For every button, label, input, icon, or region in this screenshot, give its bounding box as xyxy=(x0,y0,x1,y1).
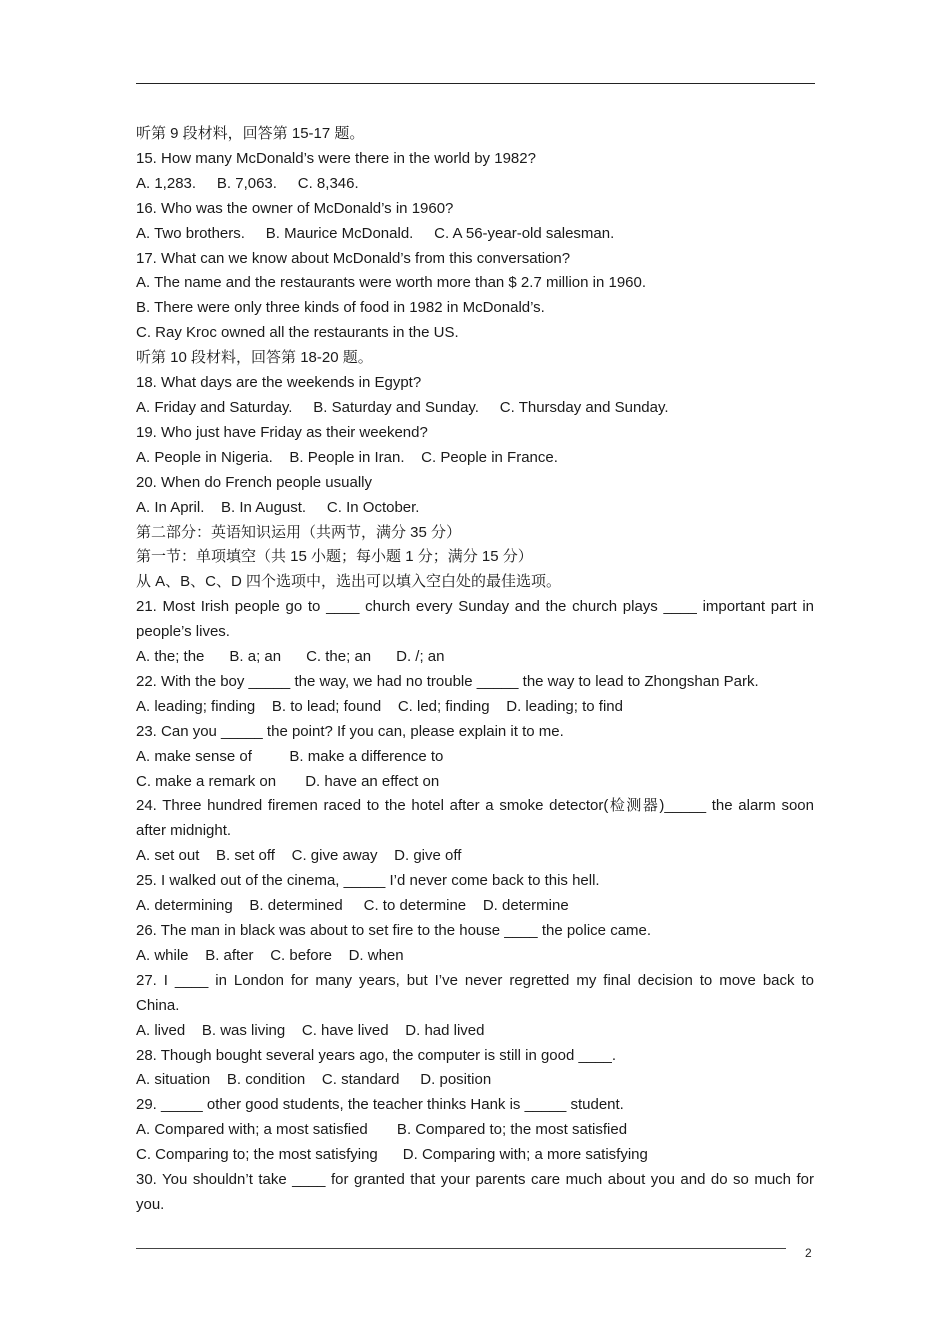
page-body xyxy=(136,122,814,1218)
question-17-option-b: B. There were only three kinds of food in 1982 in McDonald’s. xyxy=(136,299,545,317)
question-15: 15. How many McDonald’s were there in the world by 1982? xyxy=(136,149,536,167)
question-29-options-cd: C. Comparing to; the most satisfying D. Comparing with; a more satisfying xyxy=(136,1146,648,1164)
question-16: 16. Who was the owner of McDonald’s in 1960? xyxy=(136,199,454,217)
question-17-option-a: A. The name and the restaurants were worth more than $ 2.7 million in 1960. xyxy=(136,274,647,292)
question-29-options-ab: A. Compared with; a most satisfied B. Compared to; the most satisfied xyxy=(136,1121,628,1139)
question-21: 21. Most Irish people go to ____ church every Sunday and the church plays ____ important part in xyxy=(136,598,814,616)
footer-rule xyxy=(136,1248,786,1249)
question-25-options: A. determining B. determined C. to determine D. determine xyxy=(136,897,569,915)
question-24-continued: after midnight. xyxy=(136,822,232,840)
section-heading-material-9: 听第 9 段材料，回答第 15-17 题。 xyxy=(136,125,365,142)
question-26: 26. The man in black was about to set fire to the house ____ the police came. xyxy=(136,922,652,939)
section-one-heading: 第一节：单项填空（共 15 小题；每小题 1 分；满分 15 分） xyxy=(136,548,533,566)
question-20: 20. When do French people usually xyxy=(136,473,372,491)
question-21-options: A. the; the B. a; an C. the; an D. /; an xyxy=(136,648,445,666)
question-29: 29. _____ other good students, the teacher thinks Hank is _____ student. xyxy=(136,1096,624,1114)
question-16-options: A. Two brothers. B. Maurice McDonald. C. A 56-year-old salesman. xyxy=(136,224,615,242)
question-23: 23. Can you _____ the point? If you can, please explain it to me. xyxy=(136,722,564,740)
question-27-options: A. lived B. was living C. have lived D. had lived xyxy=(136,1021,485,1039)
question-25: 25. I walked out of the cinema, _____ I’d never come back to this hell. xyxy=(136,872,600,890)
question-19: 19. Who just have Friday as their weekend? xyxy=(136,423,428,441)
question-19-options: A. People in Nigeria. B. People in Iran. C. People in France. xyxy=(136,448,558,466)
question-28-options: A. situation B. condition C. standard D. position xyxy=(136,1071,492,1089)
question-30-continued: you. xyxy=(136,1195,165,1213)
question-23-options-ab: A. make sense of B. make a difference to xyxy=(136,747,444,765)
question-21-continued: people’s lives. xyxy=(136,623,230,641)
question-24-options: A. set out B. set off C. give away D. give off xyxy=(136,847,462,865)
question-27-continued: China. xyxy=(136,996,180,1014)
section-heading-material-10: 听第 10 段材料，回答第 18-20 题。 xyxy=(136,349,373,367)
question-22-options: A. leading; finding B. to lead; found C. led; finding D. leading; to find xyxy=(136,697,623,715)
question-15-options: A. 1,283. B. 7,063. C. 8,346. xyxy=(136,174,359,192)
question-27: 27. I ____ in London for many years, but I’ve never regretted my final decision to move back to xyxy=(136,971,814,989)
question-18-options: A. Friday and Saturday. B. Saturday and Sunday. C. Thursday and Sunday. xyxy=(136,398,669,416)
question-20-options: A. In April. B. In August. C. In October. xyxy=(136,498,420,516)
question-23-options-cd: C. make a remark on D. have an effect on xyxy=(136,772,440,790)
question-26-options: A. while B. after C. before D. when xyxy=(136,946,404,964)
question-18: 18. What days are the weekends in Egypt? xyxy=(136,374,422,392)
question-22: 22. With the boy _____ the way, we had no trouble _____ the way to lead to Zhongshan Park. xyxy=(136,672,759,690)
page-number: 2 xyxy=(805,1246,812,1260)
section-instructions: 从 A、B、C、D 四个选项中，选出可以填入空白处的最佳选项。 xyxy=(136,573,562,591)
question-24: 24. Three hundred firemen raced to the hotel after a smoke detector(检测器)_____ the alarm soon xyxy=(136,797,814,815)
question-17: 17. What can we know about McDonald’s from this conversation? xyxy=(136,249,571,267)
question-28: 28. Though bought several years ago, the computer is still in good ____. xyxy=(136,1046,617,1064)
part-two-heading: 第二部分：英语知识运用（共两节，满分 35 分） xyxy=(136,523,462,541)
question-30: 30. You shouldn’t take ____ for granted that your parents care much about you and do so much for xyxy=(136,1171,814,1189)
question-17-option-c: C. Ray Kroc owned all the restaurants in the US. xyxy=(136,324,459,342)
header-rule xyxy=(136,83,815,84)
